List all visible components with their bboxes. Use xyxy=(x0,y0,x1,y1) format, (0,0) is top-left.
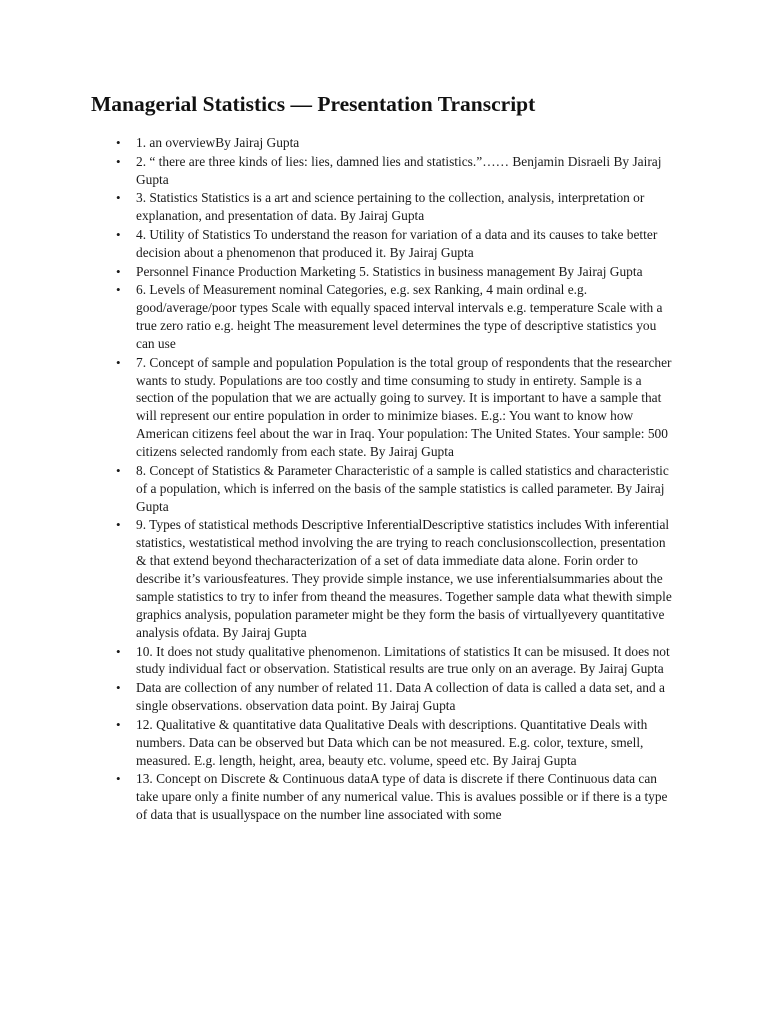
list-item: • 2. “ there are three kinds of lies: lies, damned lies and statistics.”…… Benjamin Disraeli By Jairaj Gupta xyxy=(136,153,674,189)
list-item: • Personnel Finance Production Marketing 5. Statistics in business management By Jairaj Gupta xyxy=(136,263,674,281)
list-item: • 4. Utility of Statistics To understand the reason for variation of a data and its causes to take better decision about a phenomenon that produced it. By Jairaj Gupta xyxy=(136,226,674,262)
list-item: • 8. Concept of Statistics & Parameter Characteristic of a sample is called statistics and characteristic of a population, which is inferred on the basis of the sample statistics is called parameter. By Jairaj Gupta xyxy=(136,462,674,516)
transcript-list xyxy=(0,134,768,825)
list-item: • 12. Qualitative & quantitative data Qualitative Deals with descriptions. Quantitative Deals with numbers. Data can be observed but Data which can be not measured. E.g. color, texture, smell, measured. E.g. length, height, area, beauty etc. volume, speed etc. By Jairaj Gupta xyxy=(136,716,674,770)
list-item: • 1. an overviewBy Jairaj Gupta xyxy=(136,134,674,152)
list-item: • 6. Levels of Measurement nominal Categories, e.g. sex Ranking, 4 main ordinal e.g. good/average/poor types Scale with equally spaced interval intervals e.g. temperature Scale with a true zero ratio e.g. height The measurement level determines the type of descriptive statistics you can use xyxy=(136,281,674,353)
list-item: • Data are collection of any number of related 11. Data A collection of data is called a data set, and a single observations. observation data point. By Jairaj Gupta xyxy=(136,679,674,715)
list-item: • 7. Concept of sample and population Population is the total group of respondents that the researcher wants to study. Populations are too costly and time consuming to study in entirety. Sample is a section of the population that we are actually going to survey. It is important to have a sample that will represent our entire population in order to minimize biases. E.g.: You want to know how American citizens feel about the war in Iraq. Your population: The United States. Your sample: 500 citizens selected randomly from each state. By Jairaj Gupta xyxy=(136,354,674,461)
list-item: • 3. Statistics Statistics is a art and science pertaining to the collection, analysis, interpretation or explanation, and presentation of data. By Jairaj Gupta xyxy=(136,189,674,225)
list-item: • 9. Types of statistical methods Descriptive InferentialDescriptive statistics includes With inferential statistics, westatistical method involving the are trying to reach conclusionscollection, presentation & that extend beyond thecharacterization of a set of data immediate data alone. Forin order to describe it’s variousfeatures. They provide simple instance, we use inferentialsummaries about the sample statistics to try to infer from theand the measures. Together sample data what thewith simple graphics analysis, population parameter might be they form the basis of virtuallyevery quantitative analysis ofdata. By Jairaj Gupta xyxy=(136,516,674,641)
list-item: • 10. It does not study qualitative phenomenon. Limitations of statistics It can be misused. It does not study individual fact or observation. Statistical results are true only on an average. By Jairaj Gupta xyxy=(136,643,674,679)
page-title: Managerial Statistics — Presentation Transcript xyxy=(91,92,536,116)
list-item: • 13. Concept on Discrete & Continuous dataA type of data is discrete if there Continuous data can take upare only a finite number of any numerical value. This is avalues possible or if there is a type of data that is usuallyspace on the number line associated with some xyxy=(136,770,674,824)
